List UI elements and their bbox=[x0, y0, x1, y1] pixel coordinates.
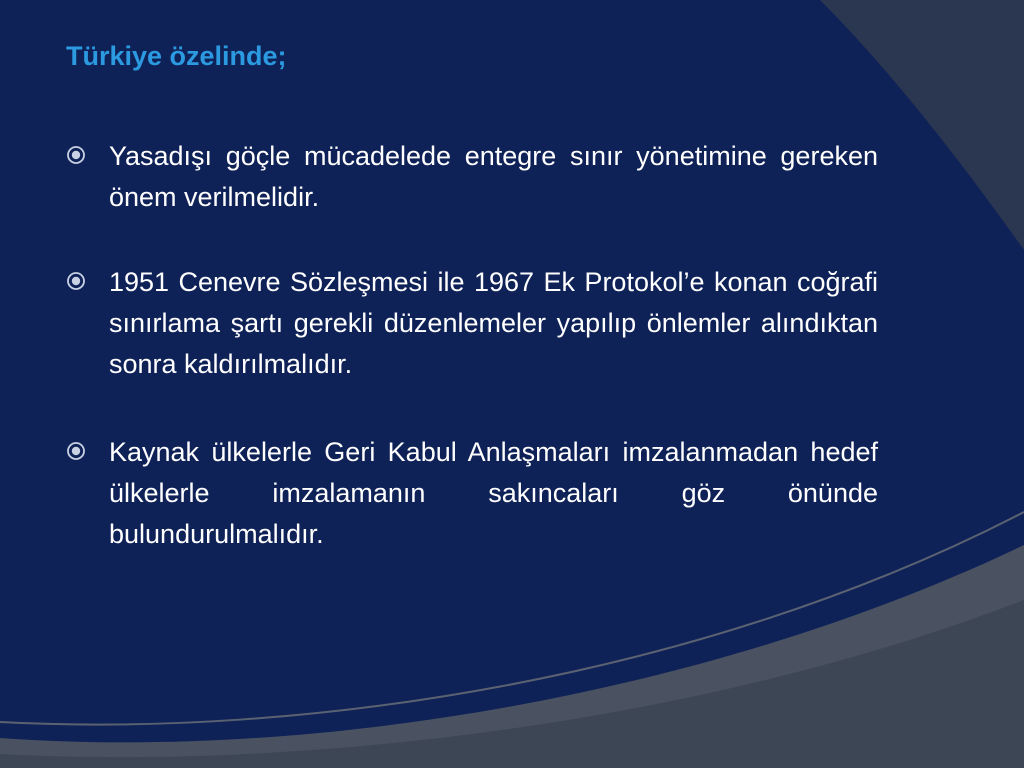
slide-title: Türkiye özelinde; bbox=[66, 41, 287, 71]
bullet-list bbox=[66, 136, 878, 599]
bullet-text: 1951 Cenevre Sözleşmesi ile 1967 Ek Protokol’e konan coğrafi sınırlama şartı gerekli düzenlemeler yapılıp önlemler alındıktan sonra kaldırılmalıdır. bbox=[109, 267, 878, 379]
bullet-item bbox=[66, 262, 878, 385]
circle-dot-icon bbox=[66, 271, 86, 291]
bullet-item bbox=[66, 432, 878, 555]
bullet-text: Kaynak ülkelerle Geri Kabul Anlaşmaları imzalanmadan hedef ülkelerle imzalamanın sakıncaları göz önünde bulundurulmalıdır. bbox=[109, 437, 878, 549]
bullet-text: Yasadışı göçle mücadelede entegre sınır yönetimine gereken önem verilmelidir. bbox=[109, 141, 878, 212]
bullet-item bbox=[66, 136, 878, 218]
circle-dot-icon bbox=[66, 145, 86, 165]
circle-dot-icon bbox=[66, 441, 86, 461]
